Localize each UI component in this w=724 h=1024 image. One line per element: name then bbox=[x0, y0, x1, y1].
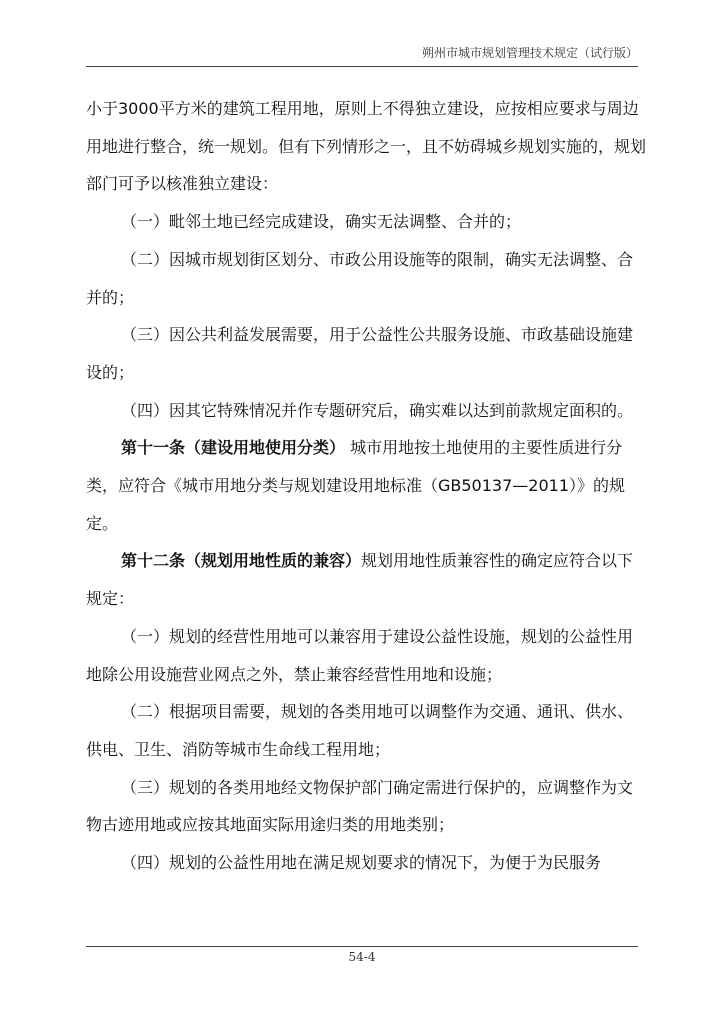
article-11 bbox=[86, 429, 646, 542]
footer-divider bbox=[86, 946, 638, 947]
paragraph-text: （一）毗邻土地已经完成建设，确实无法调整、合并的； bbox=[121, 212, 522, 232]
article-12 bbox=[86, 542, 646, 617]
paragraph-text: （四）因其它特殊情况并作专题研究后，确实难以达到前款规定面积的。 bbox=[121, 400, 634, 420]
list-item bbox=[86, 203, 646, 241]
paragraph-text: （四）规划的公益性用地在满足规划要求的情况下，为便于为民服务 bbox=[121, 853, 602, 873]
page-number: 54-4 bbox=[348, 950, 376, 964]
list-item bbox=[86, 693, 646, 768]
page-header bbox=[86, 44, 638, 61]
list-item bbox=[86, 392, 646, 430]
paragraph-text: （一）规划的经营性用地可以兼容用于建设公益性设施，规划的公益性用地除公用设施营业网点之外，禁止兼容经营性用地和设施； bbox=[86, 626, 634, 684]
paragraph-text: （三）规划的各类用地经文物保护部门确定需进行保护的，应调整作为文物古迹用地或应按其地面实际用途归类的用地类别； bbox=[86, 777, 634, 835]
paragraph-text: 城市用地按土地使用的主要性质进行分类，应符合《城市用地分类与规划建设用地标准（GB50137—2011）》的规定。 bbox=[86, 438, 625, 533]
paragraph-text: （三）因公共利益发展需要，用于公益性公共服务设施、市政基础设施建设的； bbox=[86, 325, 634, 382]
document-body bbox=[86, 90, 646, 882]
paragraph-text: （二）因城市规划街区划分、市政公用设施等的限制，确实无法调整、合并的； bbox=[86, 249, 634, 307]
list-item bbox=[86, 769, 646, 844]
paragraph-intro bbox=[86, 90, 646, 203]
header-title: 朔州市城市规划管理技术规定（试行版） bbox=[421, 46, 638, 60]
header-divider bbox=[86, 66, 638, 67]
paragraph-text: 规划用地性质兼容性的确定应符合以下规定： bbox=[86, 551, 634, 609]
paragraph-text: （二）根据项目需要，规划的各类用地可以调整作为交通、通讯、供水、供电、卫生、消防等城市生命线工程用地； bbox=[86, 702, 634, 759]
list-item bbox=[86, 844, 646, 882]
list-item bbox=[86, 618, 646, 693]
article-heading: 第十一条（建设用地使用分类） bbox=[121, 438, 346, 458]
article-heading: 第十二条（规划用地性质的兼容） bbox=[121, 551, 362, 571]
list-item bbox=[86, 241, 646, 316]
paragraph-text: 小于3000平方米的建筑工程用地，原则上不得独立建设，应按相应要求与周边用地进行整合，统一规划。但有下列情形之一，且不妨碍城乡规划实施的，规划部门可予以核准独立建设： bbox=[86, 99, 647, 194]
list-item bbox=[86, 316, 646, 391]
